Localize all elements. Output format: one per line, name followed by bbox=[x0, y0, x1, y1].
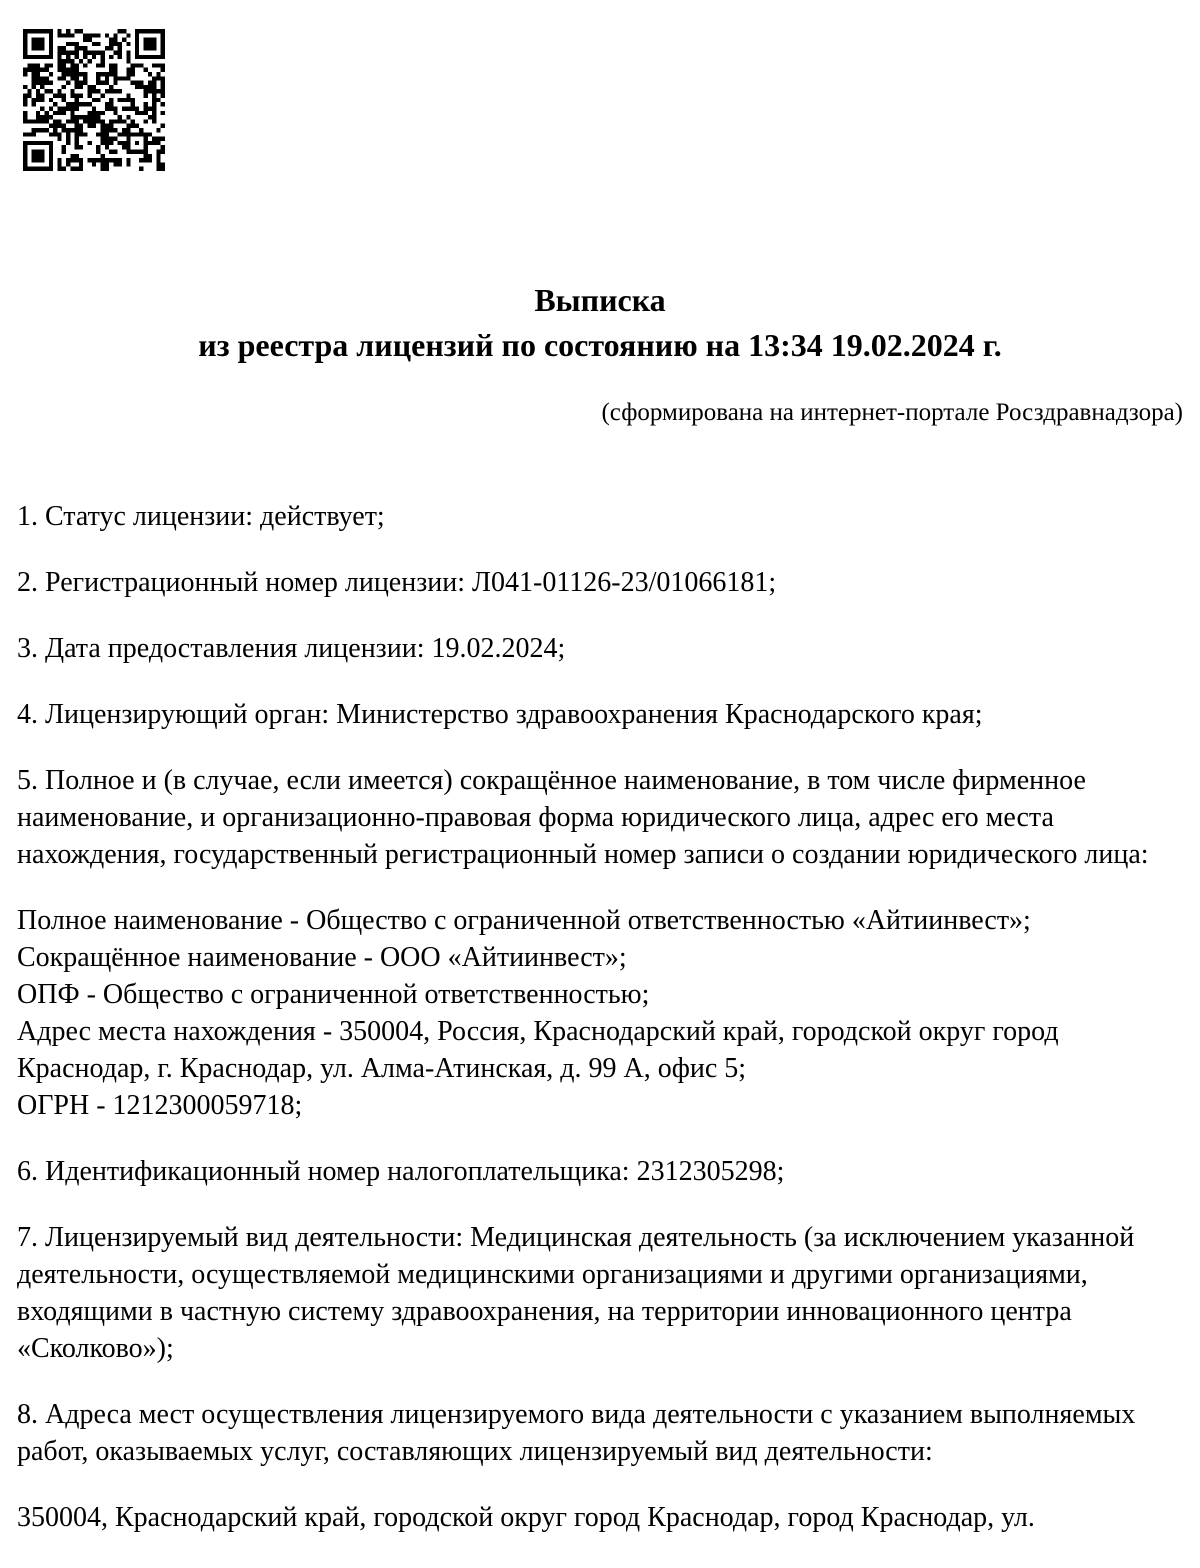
document-title-line2: из реестра лицензий по состоянию на 13:34 19.02.2024 г. bbox=[198, 327, 1002, 363]
document-body bbox=[17, 498, 1183, 1536]
text-line: деятельности, осуществляемой медицинскими организациями и другими организациями, bbox=[17, 1259, 1088, 1290]
text-line: 2. Регистрационный номер лицензии: Л041-01126-23/01066181; bbox=[17, 567, 777, 598]
text-line: наименование, и организационно-правовая форма юридического лица, адрес его места bbox=[17, 802, 1054, 833]
document-title-line1: Выписка bbox=[534, 282, 666, 318]
text-line: работ, оказываемых услуг, составляющих лицензируемый вид деятельности: bbox=[17, 1436, 933, 1467]
text-line: входящими в частную систему здравоохранения, на территории инновационного центра bbox=[17, 1296, 1072, 1327]
text-line: нахождения, государственный регистрационный номер записи о создании юридического лица: bbox=[17, 839, 1149, 870]
document-title bbox=[17, 278, 1183, 368]
text-line: ОГРН - 1212300059718; bbox=[17, 1090, 303, 1121]
paragraph bbox=[17, 564, 1183, 601]
text-line: Сокращённое наименование - ООО «Айтиинвест»; bbox=[17, 942, 627, 973]
paragraph bbox=[17, 762, 1183, 873]
text-line: 7. Лицензируемый вид деятельности: Медицинская деятельность (за исключением указанной bbox=[17, 1222, 1135, 1253]
text-line: 8. Адреса мест осуществления лицензируемого вида деятельности с указанием выполняемых bbox=[17, 1399, 1136, 1430]
text-line: 4. Лицензирующий орган: Министерство здравоохранения Краснодарского края; bbox=[17, 699, 983, 730]
text-line: Полное наименование - Общество с ограниченной ответственностью «Айтиинвест»; bbox=[17, 905, 1031, 936]
text-line: 6. Идентификационный номер налогоплательщика: 2312305298; bbox=[17, 1156, 785, 1187]
text-line: 350004, Краснодарский край, городской округ город Краснодар, город Краснодар, ул. bbox=[17, 1502, 1035, 1533]
text-line: Краснодар, г. Краснодар, ул. Алма-Атинская, д. 99 А, офис 5; bbox=[17, 1053, 747, 1084]
paragraph bbox=[17, 630, 1183, 667]
paragraph bbox=[17, 1153, 1183, 1190]
text-line: «Сколково»); bbox=[17, 1333, 174, 1364]
text-line: 3. Дата предоставления лицензии: 19.02.2024; bbox=[17, 633, 566, 664]
text-line: 1. Статус лицензии: действует; bbox=[17, 501, 385, 532]
text-line: Адрес места нахождения - 350004, Россия, Краснодарский край, городской округ город bbox=[17, 1016, 1059, 1047]
text-line: ОПФ - Общество с ограниченной ответственностью; bbox=[17, 979, 650, 1010]
paragraph bbox=[17, 1219, 1183, 1367]
qr-code bbox=[23, 29, 165, 171]
text-line: 5. Полное и (в случае, если имеется) сокращённое наименование, в том числе фирменное bbox=[17, 765, 1086, 796]
paragraph bbox=[17, 902, 1183, 1124]
paragraph bbox=[17, 696, 1183, 733]
paragraph bbox=[17, 1396, 1183, 1470]
paragraph bbox=[17, 1499, 1183, 1536]
paragraph bbox=[17, 498, 1183, 535]
document-subtitle: (сформирована на интернет-портале Росздравнадзора) bbox=[601, 399, 1183, 426]
